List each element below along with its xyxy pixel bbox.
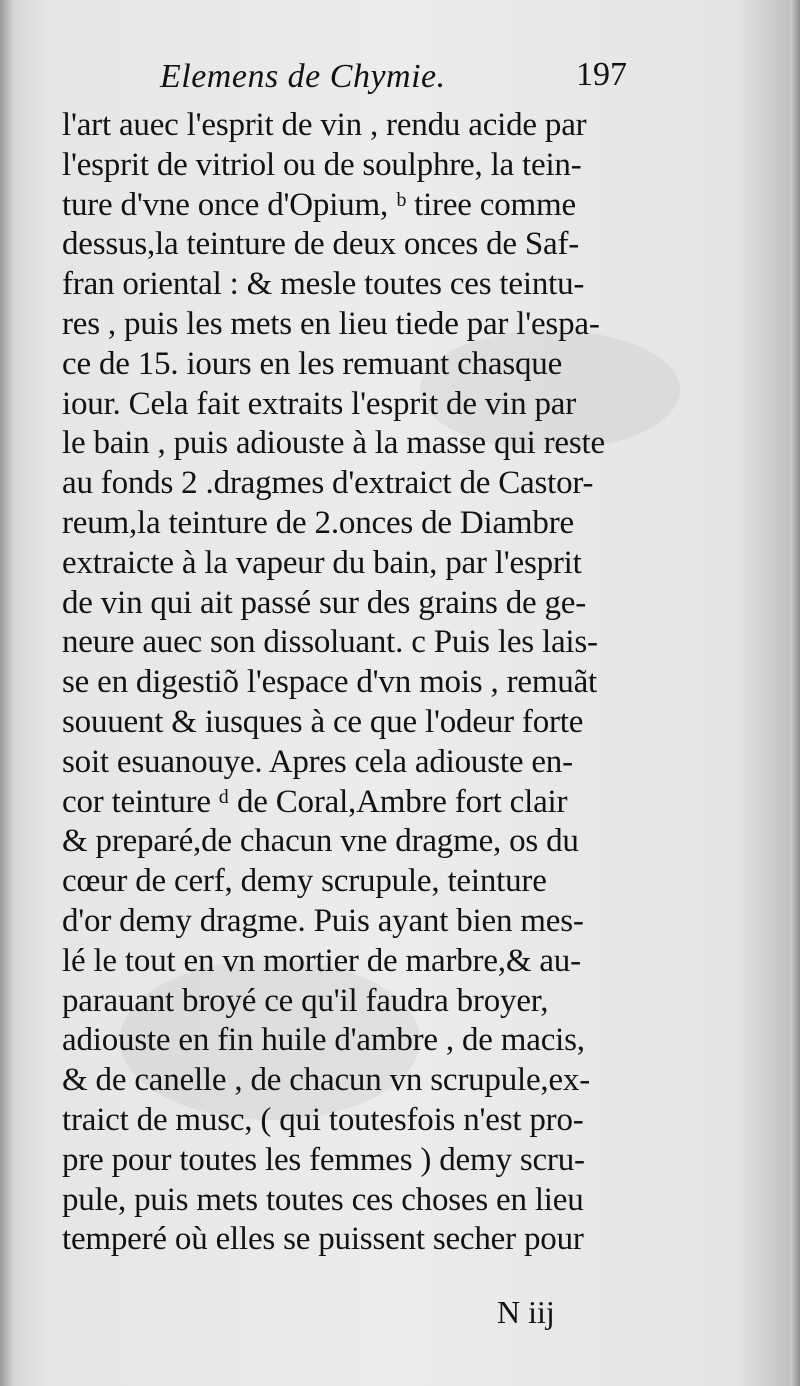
text-line: soit esuanouye. Apres cela adiouste en-: [62, 743, 573, 780]
text-line: se en digestiõ l'espace d'vn mois , remuãt: [62, 664, 598, 701]
signature-mark: N iij: [497, 1294, 555, 1330]
text-line: l'esprit de vitriol ou de soulphre, la tein-: [62, 146, 582, 183]
running-head-title: Elemens de Chymie.: [160, 58, 446, 95]
text-line: pre pour toutes les femmes ) demy scru-: [62, 1141, 585, 1178]
text-line: neure auec son dissoluant. c Puis les lais-: [62, 624, 598, 661]
body-text: [62, 106, 682, 1260]
text-line: cœur de cerf, demy scrupule, teinture: [62, 863, 547, 900]
text-line: souuent & iusques à ce que l'odeur forte: [62, 703, 584, 740]
text-line: fran oriental : & mesle toutes ces teintu-: [62, 266, 585, 303]
text-line: res , puis les mets en lieu tiede par l'espa-: [62, 305, 600, 342]
text-line: iour. Cela fait extraits l'esprit de vin par: [62, 385, 576, 422]
text-line: reum,la teinture de 2.onces de Diambre: [62, 504, 574, 541]
page-left-edge: [0, 0, 14, 1386]
text-line: parauant broyé ce qu'il faudra broyer,: [62, 982, 549, 1019]
running-head: [160, 52, 660, 102]
text-line: temperé où elles se puissent secher pour: [62, 1221, 584, 1258]
text-line: pule, puis mets toutes ces choses en lieu: [62, 1181, 584, 1218]
text-line: le bain , puis adiouste à la masse qui reste: [62, 425, 605, 462]
text-line: ce de 15. iours en les remuant chasque: [62, 345, 563, 382]
text-line: de vin qui ait passé sur des grains de ge-: [62, 584, 587, 621]
text-line: lé le tout en vn mortier de marbre,& au-: [62, 942, 581, 979]
page-number: 197: [576, 56, 627, 93]
text-line: & de canelle , de chacun vn scrupule,ex-: [62, 1062, 591, 1099]
text-line: traict de musc, ( qui toutesfois n'est pro-: [62, 1101, 584, 1138]
text-line: ture d'vne once d'Opium, ᵇ tiree comme: [62, 186, 576, 223]
page-right-edge: [790, 0, 800, 1386]
text-line: adiouste en fin huile d'ambre , de macis,: [62, 1022, 585, 1059]
text-line: extraicte à la vapeur du bain, par l'esprit: [62, 544, 582, 581]
text-line: d'or demy dragme. Puis ayant bien mes-: [62, 902, 584, 939]
text-line: cor teinture ᵈ de Coral,Ambre fort clair: [62, 783, 568, 820]
text-line: au fonds 2 .dragmes d'extraict de Castor-: [62, 465, 594, 502]
text-line: & preparé,de chacun vne dragme, os du: [62, 823, 579, 860]
text-line: dessus,la teinture de deux onces de Saf-: [62, 226, 580, 263]
text-line: l'art auec l'esprit de vin , rendu acide par: [62, 107, 587, 143]
